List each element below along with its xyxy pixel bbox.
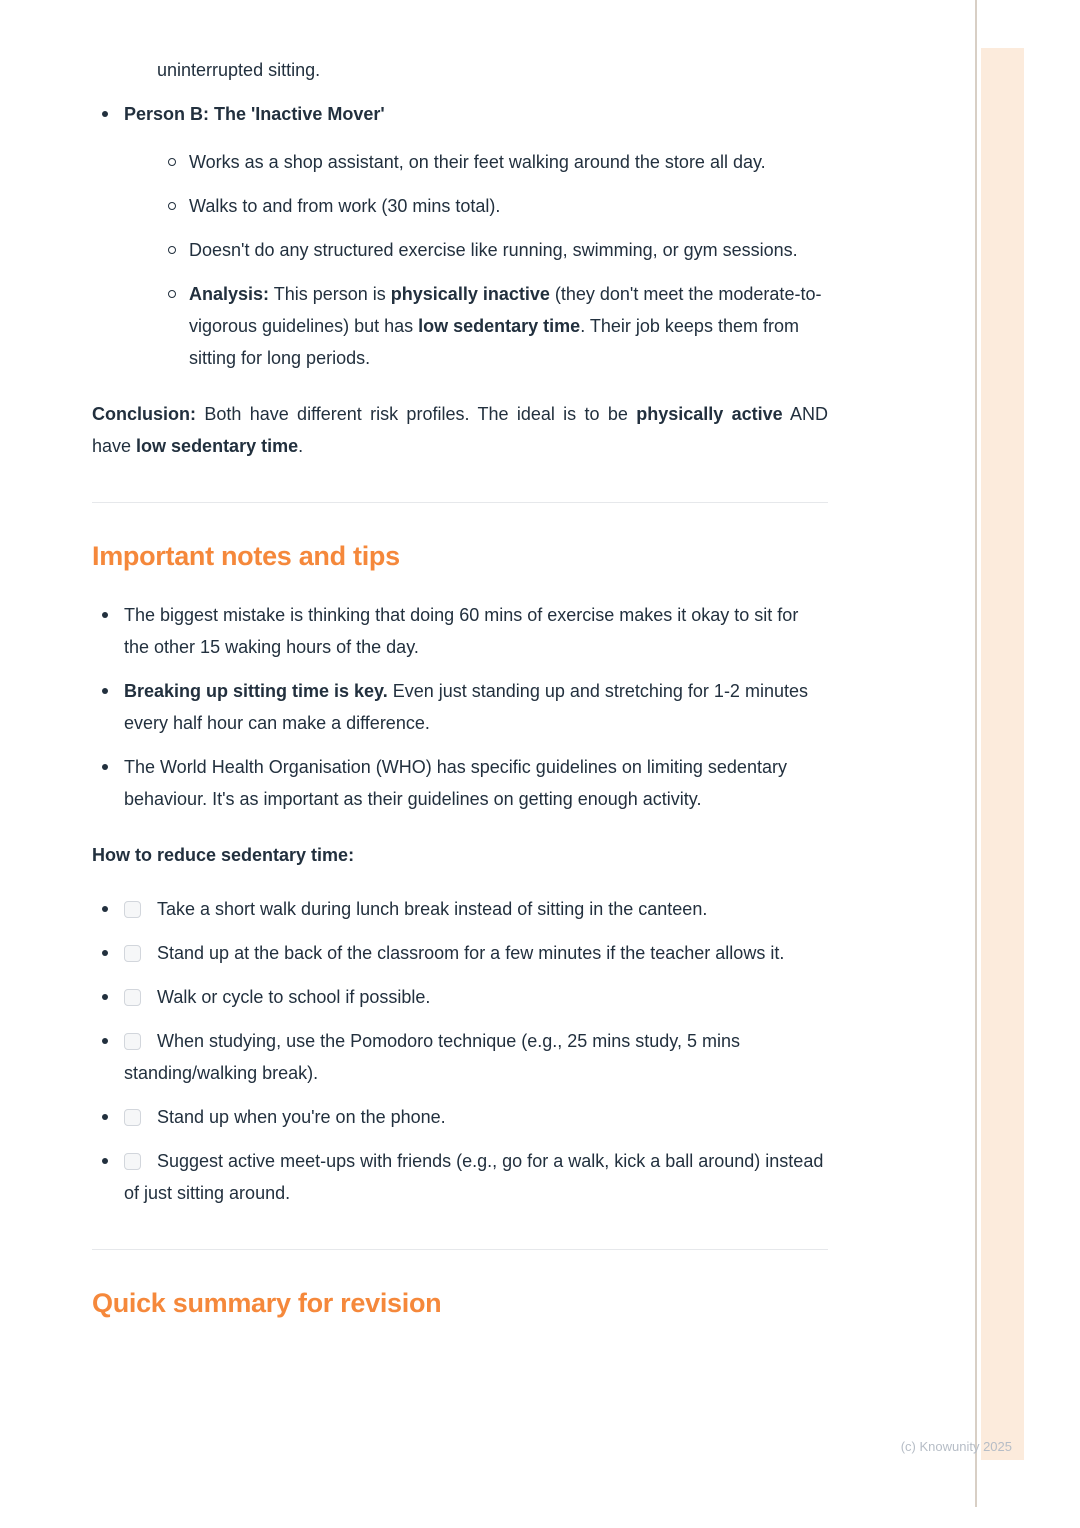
bullet-dot-icon	[102, 906, 108, 912]
checkbox[interactable]	[124, 901, 141, 918]
conclusion-paragraph: Conclusion: Both have different risk profiles. The ideal is to be physically active AND have low sedentary time.	[92, 404, 829, 456]
checklist-item-text: Take a short walk during lunch break instead of sitting in the canteen.	[157, 899, 708, 919]
sub-list-item-text: Works as a shop assistant, on their feet walking around the store all day.	[189, 152, 766, 172]
checklist	[92, 893, 828, 1209]
bullet-circle-icon	[168, 246, 176, 254]
section-divider	[92, 1249, 828, 1250]
checklist-item	[92, 1101, 828, 1133]
sub-list-item	[157, 278, 828, 374]
sub-list-item	[157, 146, 828, 178]
section-divider	[92, 502, 828, 503]
checkbox[interactable]	[124, 1153, 141, 1170]
checkbox[interactable]	[124, 1033, 141, 1050]
person-b-list-item	[92, 98, 828, 374]
bullet-dot-icon	[102, 1038, 108, 1044]
sub-list-item-text: Doesn't do any structured exercise like running, swimming, or gym sessions.	[189, 240, 798, 260]
checklist-item	[92, 981, 828, 1013]
notes-bullet-list	[92, 599, 828, 815]
list-item-text: Breaking up sitting time is key. Even just standing up and stretching for 1-2 minutes every half hour can make a difference.	[124, 681, 808, 733]
sub-list-item-text: Analysis: This person is physically inactive (they don't meet the moderate-to-vigorous guidelines) but has low sedentary time. Their job keeps them from sitting for long periods.	[189, 284, 822, 368]
bullet-dot-icon	[102, 1114, 108, 1120]
page-edge-strip	[981, 48, 1024, 1460]
bullet-circle-icon	[168, 202, 176, 210]
bullet-dot-icon	[102, 994, 108, 1000]
checklist-item-text: Suggest active meet-ups with friends (e.g., go for a walk, kick a ball around) instead of just sitting around.	[124, 1151, 824, 1203]
person-b-title: Person B: The 'Inactive Mover'	[124, 104, 385, 124]
person-b-sublist	[157, 146, 828, 374]
checklist-item-text: When studying, use the Pomodoro technique (e.g., 25 mins study, 5 mins standing/walking break).	[124, 1031, 740, 1083]
sub-list-item-text: Walks to and from work (30 mins total).	[189, 196, 501, 216]
bullet-circle-icon	[168, 290, 176, 298]
list-item	[92, 751, 828, 815]
checklist-item	[92, 1145, 828, 1209]
sub-list-item	[157, 190, 828, 222]
bullet-dot-icon	[102, 111, 108, 117]
checklist-item-text: Stand up when you're on the phone.	[157, 1107, 446, 1127]
subheading-reduce-sedentary-time: How to reduce sedentary time:	[92, 845, 355, 865]
checklist-item	[92, 1025, 828, 1089]
bullet-dot-icon	[102, 950, 108, 956]
list-item-text: The biggest mistake is thinking that doing 60 mins of exercise makes it okay to sit for the other 15 waking hours of the day.	[124, 605, 799, 657]
checkbox[interactable]	[124, 1109, 141, 1126]
list-item	[92, 675, 828, 739]
checkbox[interactable]	[124, 989, 141, 1006]
bullet-circle-icon	[168, 158, 176, 166]
list-item	[92, 599, 828, 663]
checklist-item-text: Walk or cycle to school if possible.	[157, 987, 431, 1007]
list-item-text: The World Health Organisation (WHO) has specific guidelines on limiting sedentary behaviour. It's as important as their guidelines on getting enough activity.	[124, 757, 787, 809]
continuation-text: uninterrupted sitting.	[157, 60, 321, 80]
checklist-item	[92, 893, 828, 925]
bullet-dot-icon	[102, 688, 108, 694]
checklist-item	[92, 937, 828, 969]
notes-document	[92, 54, 828, 1346]
section-heading-quick-summary: Quick summary for revision	[92, 1288, 442, 1318]
bullet-dot-icon	[102, 612, 108, 618]
sub-list-item	[157, 234, 828, 266]
checklist-item-text: Stand up at the back of the classroom for a few minutes if the teacher allows it.	[157, 943, 785, 963]
watermark: (c) Knowunity 2025	[900, 1439, 1012, 1454]
page-edge-line	[975, 0, 977, 1507]
section-heading-important-notes: Important notes and tips	[92, 541, 400, 571]
checkbox[interactable]	[124, 945, 141, 962]
bullet-dot-icon	[102, 764, 108, 770]
bullet-dot-icon	[102, 1158, 108, 1164]
